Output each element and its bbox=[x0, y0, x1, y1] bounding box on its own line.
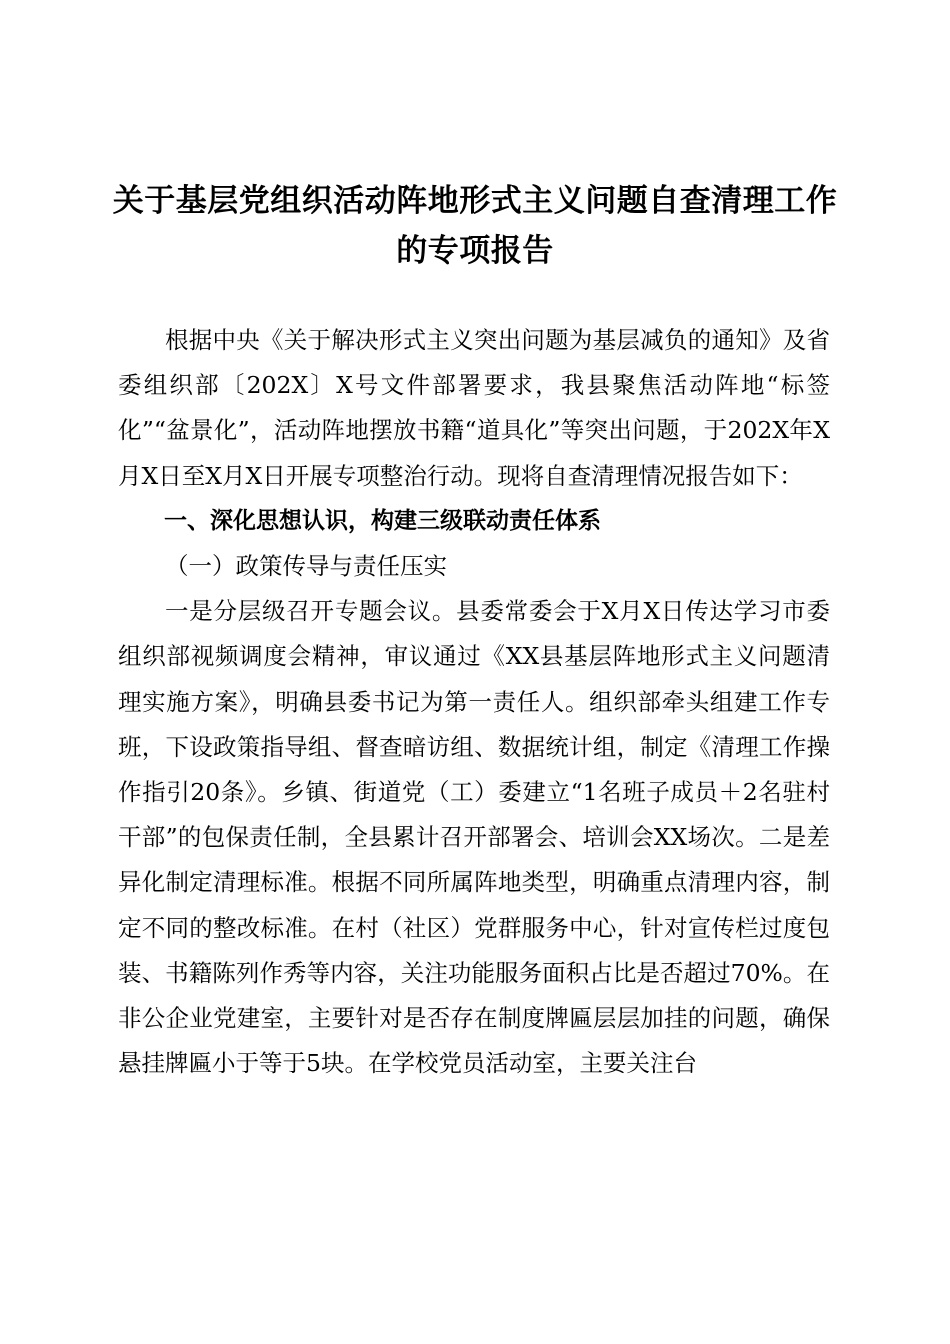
subsection-heading: （一）政策传导与责任压实 bbox=[165, 552, 447, 581]
section-heading: 一、深化思想认识，构建三级联动责任体系 bbox=[164, 507, 601, 534]
document-body bbox=[118, 318, 830, 1086]
document-title: 关于基层党组织活动阵地形式主义问题自查清理工作的专项报告 bbox=[112, 183, 838, 269]
body-paragraph: 一是分层级召开专题会议。县委常委会于X月X日传达学习市委组织部视频调度会精神，审议通过《XX县基层阵地形式主义问题清理实施方案》，明确县委书记为第一责任人。组织部牵头组建工作专班，下设政策指导组、督查暗访组、数据统计组，制定《清理工作操作指引20条》。乡镇、街道党（工）委建立“1名班子成员＋2名驻村干部”的包保责任制，全县累计召开部署会、培训会XX场次。二是差异化制定清理标准。根据不同所属阵地类型，明确重点清理内容，制定不同的整改标准。在村（社区）党群服务中心，针对宣传栏过度包装、书籍陈列作秀等内容，关注功能服务面积占比是否超过70%。在非公企业党建室，主要针对是否存在制度牌匾层层加挂的问题，确保悬挂牌匾小于等于5块。在学校党员活动室，主要关注台 bbox=[118, 597, 830, 1078]
intro-paragraph: 根据中央《关于解决形式主义突出问题为基层减负的通知》及省委组织部〔202X〕X号文件部署要求，我县聚焦活动阵地“标签化”“盆景化”，活动阵地摆放书籍“道具化”等突出问题，于202X年X月X日至X月X日开展专项整治行动。现将自查清理情况报告如下： bbox=[118, 326, 830, 490]
